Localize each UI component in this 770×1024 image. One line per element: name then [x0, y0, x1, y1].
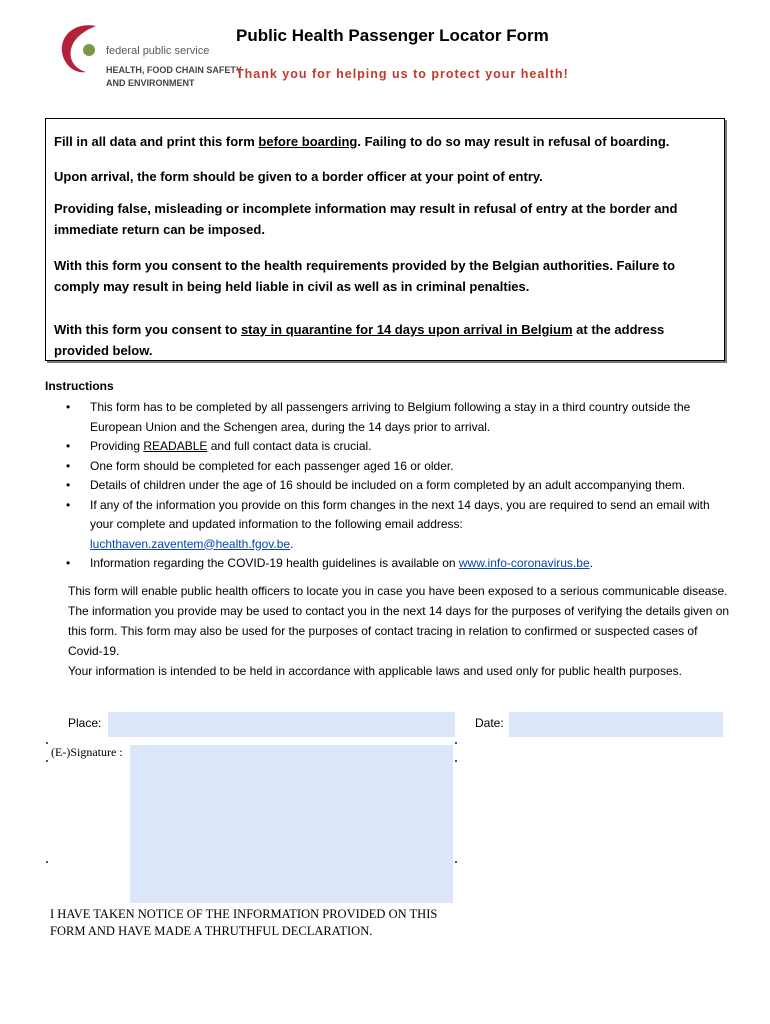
instruction-text-end: and full contact data is crucial. — [207, 439, 372, 453]
corner-mark — [46, 760, 48, 762]
email-link[interactable]: luchthaven.zaventem@health.fgov.be — [90, 536, 291, 551]
corner-mark — [46, 742, 48, 744]
notice-boarding — [54, 131, 710, 152]
notice-quarantine-text-end: at the address provided below. — [54, 322, 665, 358]
info-paragraph: The information you provide may be used to contact you in the next 14 days for the purposes of verifying the details given on this form. This form may also be used for the purposes of contact tracing in relation to confirmed or suspected cases of Covid-19. — [68, 604, 730, 658]
instruction-item: • Details of children under the age of 16 should be included on a form completed by an adult accompanying them. — [66, 476, 731, 496]
instructions-heading: Instructions — [45, 379, 114, 393]
instruction-text: Providing — [90, 439, 144, 453]
page-subtitle: Thank you for helping us to protect your health! — [236, 67, 569, 81]
logo-text-line3: AND ENVIRONMENT — [106, 78, 195, 88]
info-paragraph: Your information is intended to be held in accordance with applicable laws and used only for public health purposes. — [68, 664, 682, 678]
date-input[interactable] — [509, 712, 723, 737]
notice-boarding-emphasis: before boarding — [258, 134, 358, 149]
notice-consent-health: With this form you consent to the health requirements provided by the Belgian authorities. Failure to comply may result in being held liable in civil as well as in criminal penalties. — [54, 258, 676, 294]
instruction-text-end: . — [589, 556, 593, 570]
page-title: Public Health Passenger Locator Form — [236, 26, 549, 45]
instruction-text-end: . — [290, 536, 294, 551]
instruction-item: • This form has to be completed by all passengers arriving to Belgium following a stay in a third country outside the European Union and the Schengen area, during the 14 days prior to arrival. — [66, 398, 731, 437]
place-label: Place: — [68, 716, 102, 730]
corner-mark — [455, 742, 457, 744]
notice-quarantine-emphasis: stay in quarantine for 14 days upon arrival in Belgium — [240, 322, 573, 337]
date-label: Date: — [475, 716, 504, 730]
corner-mark — [46, 861, 48, 863]
notice-arrival: Upon arrival, the form should be given to a border officer at your point of entry. — [54, 169, 543, 184]
declaration-text: I HAVE TAKEN NOTICE OF THE INFORMATION PROVIDED ON THIS FORM AND HAVE MADE A THRUTHFUL DECLARATION. — [50, 907, 438, 938]
notice-quarantine-text: With this form you consent to — [54, 322, 241, 337]
signature-label: (E-)Signature : — [51, 745, 123, 759]
place-input[interactable] — [108, 712, 455, 737]
instruction-item — [66, 437, 731, 457]
instructions-list — [66, 398, 731, 574]
instruction-item — [66, 554, 731, 574]
info-paragraph: This form will enable public health officers to locate you in case you have been exposed to a serious communicable disease. — [68, 584, 728, 598]
notice-false-info: Providing false, misleading or incomplete information may result in refusal of entry at the border and immediate return can be imposed. — [54, 201, 678, 237]
info-paragraphs — [68, 581, 730, 681]
signature-field[interactable] — [130, 745, 453, 903]
notice-consent-quarantine — [54, 319, 710, 361]
notice-box — [45, 118, 725, 361]
website-link[interactable]: www.info-coronavirus.be — [458, 556, 590, 570]
logo-text-line1: federal public service — [106, 45, 210, 57]
fps-logo — [56, 18, 242, 90]
instruction-text: If any of the information you provide on this form changes in the next 14 days, you are required to send an email with your complete and updated information to the following email address: — [90, 497, 710, 531]
instruction-emphasis: READABLE — [143, 439, 208, 453]
corner-mark — [455, 760, 457, 762]
corner-mark — [455, 861, 457, 863]
instruction-item: • One form should be completed for each passenger aged 16 or older. — [66, 457, 731, 477]
logo-text-line2: HEALTH, FOOD CHAIN SAFETY — [106, 65, 242, 75]
instruction-text: Information regarding the COVID-19 health guidelines is available on — [90, 556, 459, 570]
notice-boarding-text-end: . Failing to do so may result in refusal of boarding. — [357, 134, 670, 149]
instruction-item — [66, 496, 731, 555]
notice-boarding-text: Fill in all data and print this form — [54, 134, 259, 149]
